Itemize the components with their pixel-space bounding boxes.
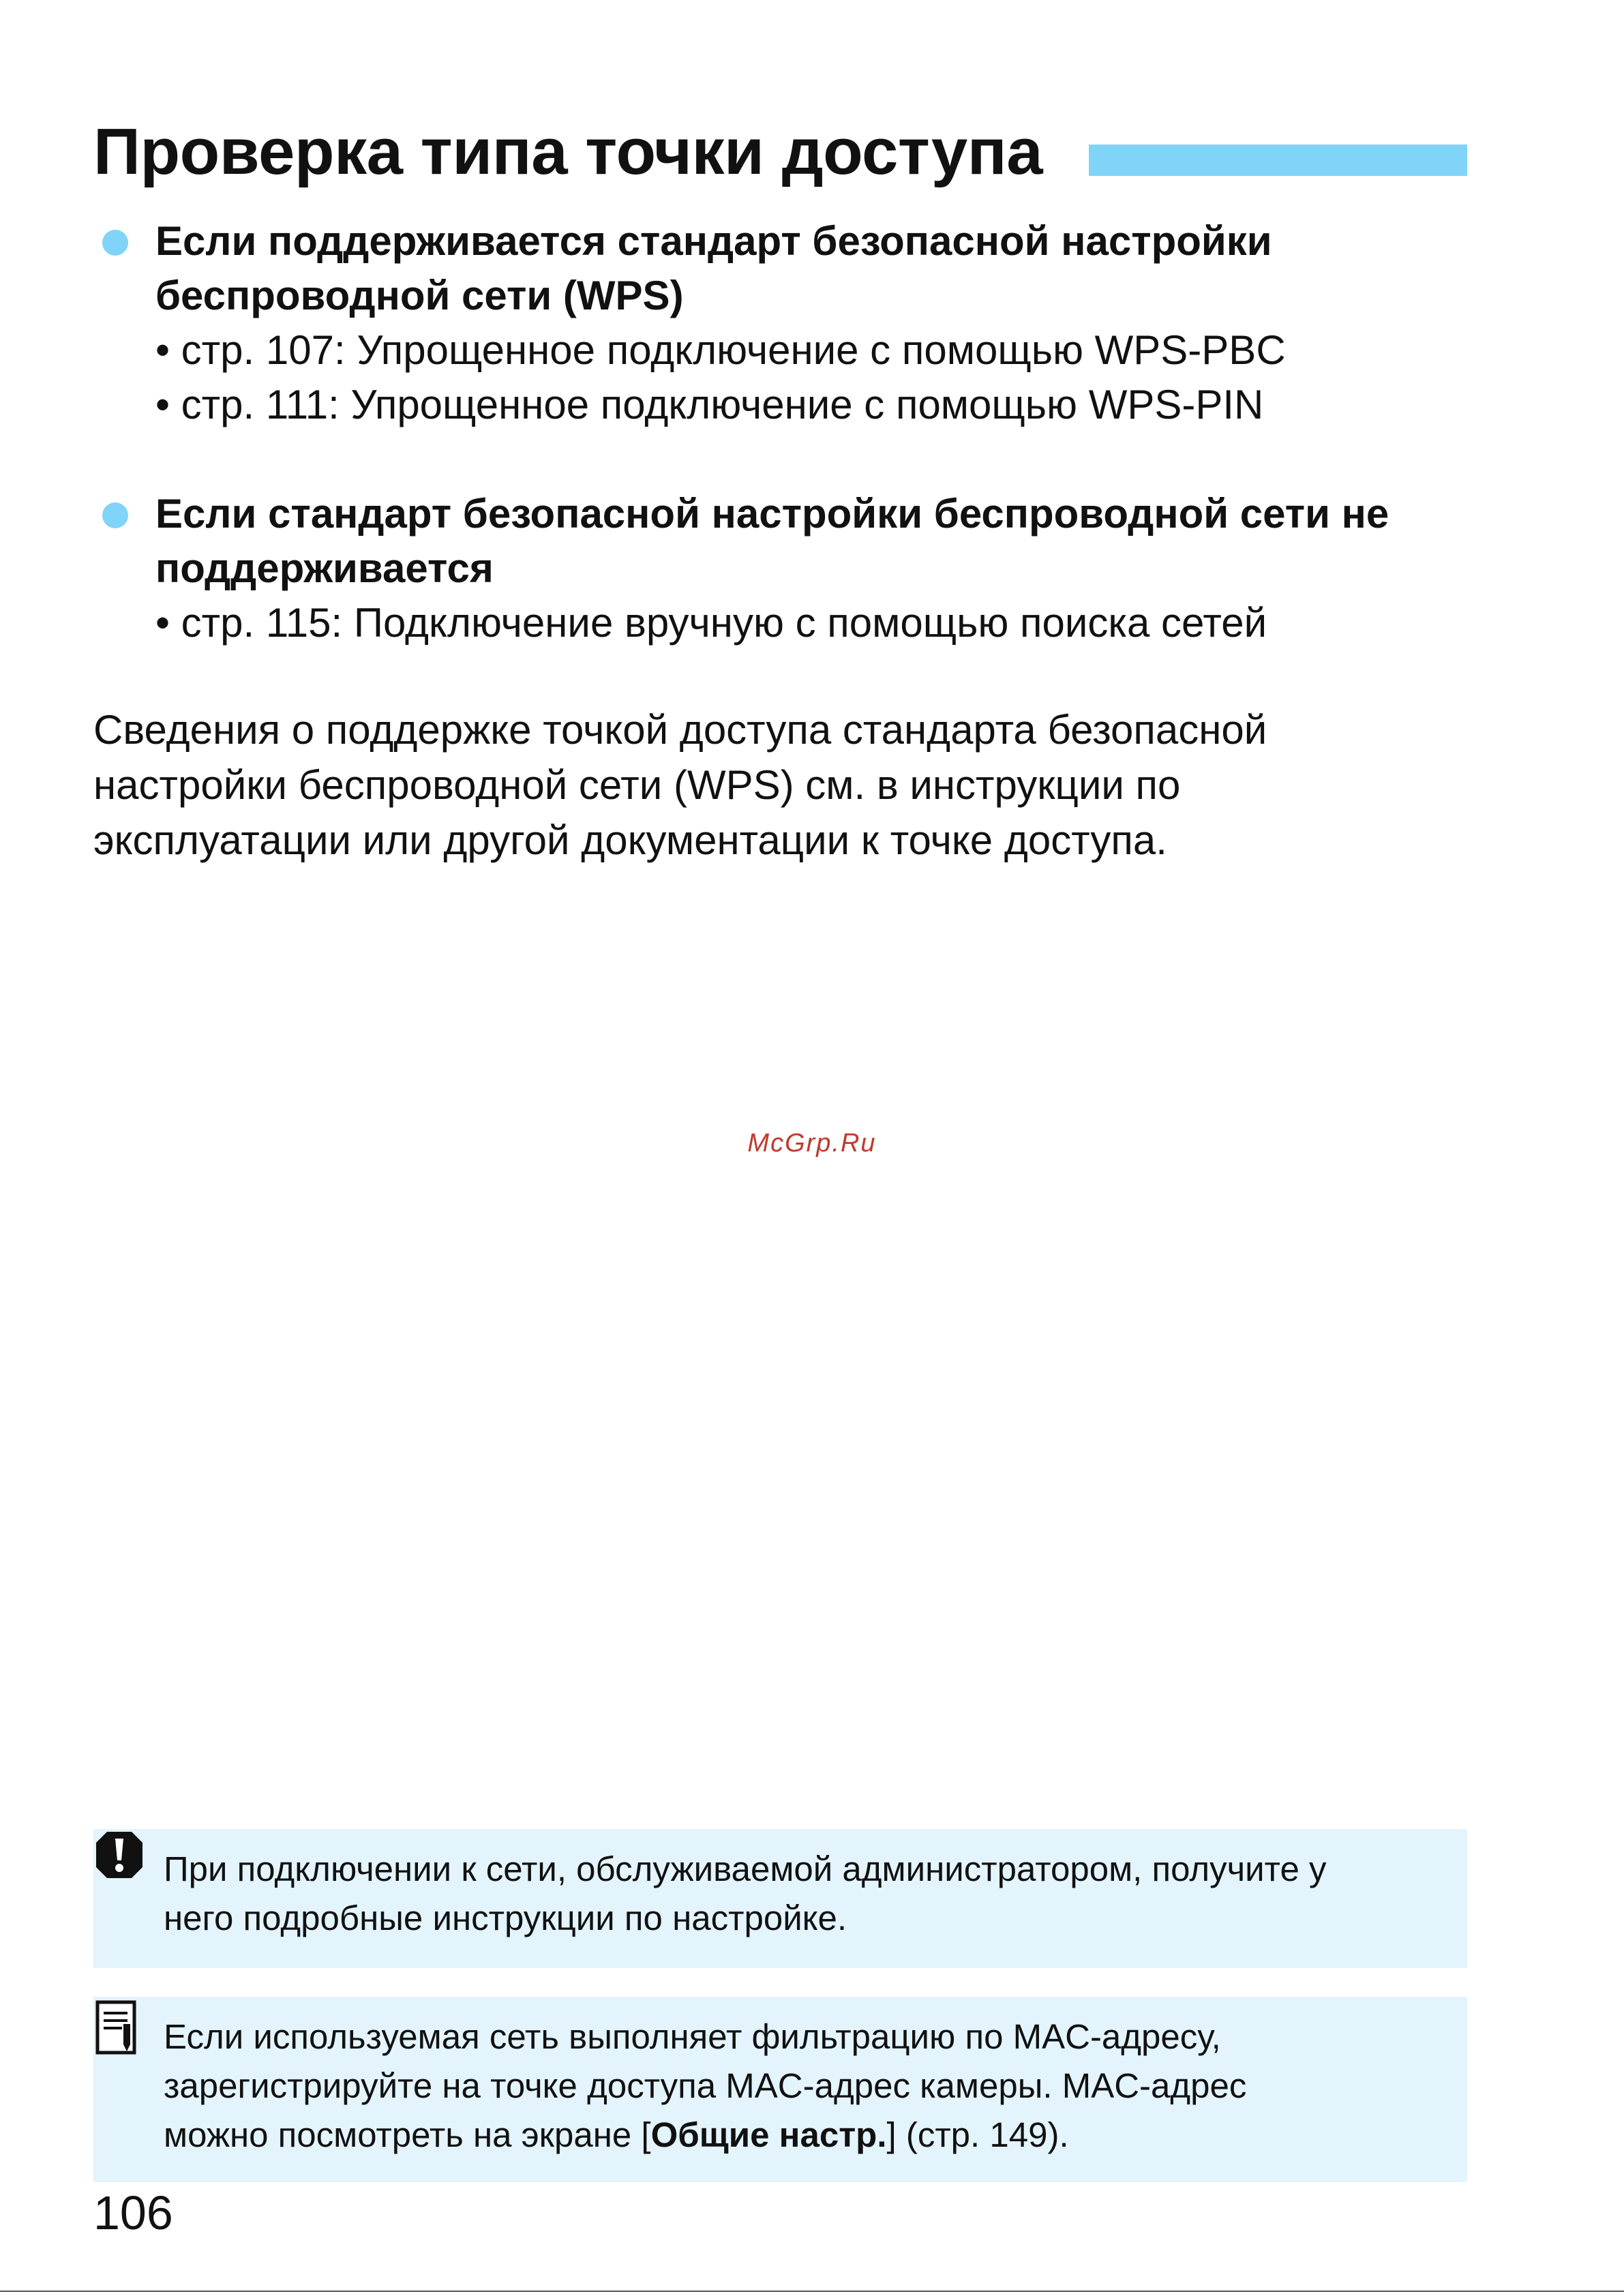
- caution-line: При подключении к сети, обслуживаемой администратором, получите у: [164, 1849, 1327, 1888]
- section-wps-supported: [93, 214, 1471, 432]
- section-heading: [93, 214, 1471, 323]
- caution-line: него подробные инструкции по настройке.: [164, 1899, 847, 1937]
- heading-line: поддерживается: [155, 545, 494, 591]
- page-number: 106: [93, 2186, 173, 2239]
- paragraph-line: Сведения о поддержке точкой доступа стандарта безопасной: [93, 707, 1267, 753]
- paragraph-line: эксплуатации или другой документации к точке доступа.: [93, 817, 1167, 863]
- memo-text: можно посмотреть на экране [: [164, 2115, 651, 2154]
- section-heading: [93, 487, 1471, 596]
- page-title: Проверка типа точки доступа: [93, 115, 1043, 188]
- caution-note: [93, 1829, 1467, 1968]
- bullet-dot-icon: [102, 230, 128, 256]
- memo-icon: [95, 1999, 141, 2057]
- page-reference: • стр. 111: Упрощенное подключение с помощью WPS-PIN: [155, 382, 1264, 427]
- title-accent-bar: [1089, 145, 1467, 176]
- memo-line: Если используемая сеть выполняет фильтрацию по MAC-адресу,: [164, 2017, 1221, 2056]
- bullet-dot-icon: [102, 502, 128, 528]
- section-wps-not-supported: [93, 487, 1471, 650]
- page-divider: [0, 2291, 1624, 2292]
- paragraph-line: настройки беспроводной сети (WPS) см. в инструкции по: [93, 762, 1181, 808]
- menu-reference: Общие настр.: [650, 2115, 887, 2154]
- heading-line: Если стандарт безопасной настройки беспроводной сети не: [155, 491, 1389, 537]
- watermark: McGrp.Ru: [747, 1129, 877, 1158]
- page-reference: • стр. 107: Упрощенное подключение с помощью WPS-PBC: [155, 327, 1286, 373]
- caution-icon: [93, 1829, 145, 1881]
- memo-note: [93, 1997, 1467, 2182]
- page-reference: • стр. 115: Подключение вручную с помощью поиска сетей: [155, 600, 1267, 646]
- memo-text: ] (стр. 149).: [886, 2115, 1069, 2154]
- heading-line: Если поддерживается стандарт безопасной настройки: [155, 218, 1272, 264]
- memo-line: зарегистрируйте на точке доступа MAC-адрес камеры. MAC-адрес: [164, 2066, 1247, 2105]
- info-paragraph: [93, 702, 1471, 868]
- memo-line: [164, 2111, 1467, 2160]
- heading-line: беспроводной сети (WPS): [155, 273, 684, 318]
